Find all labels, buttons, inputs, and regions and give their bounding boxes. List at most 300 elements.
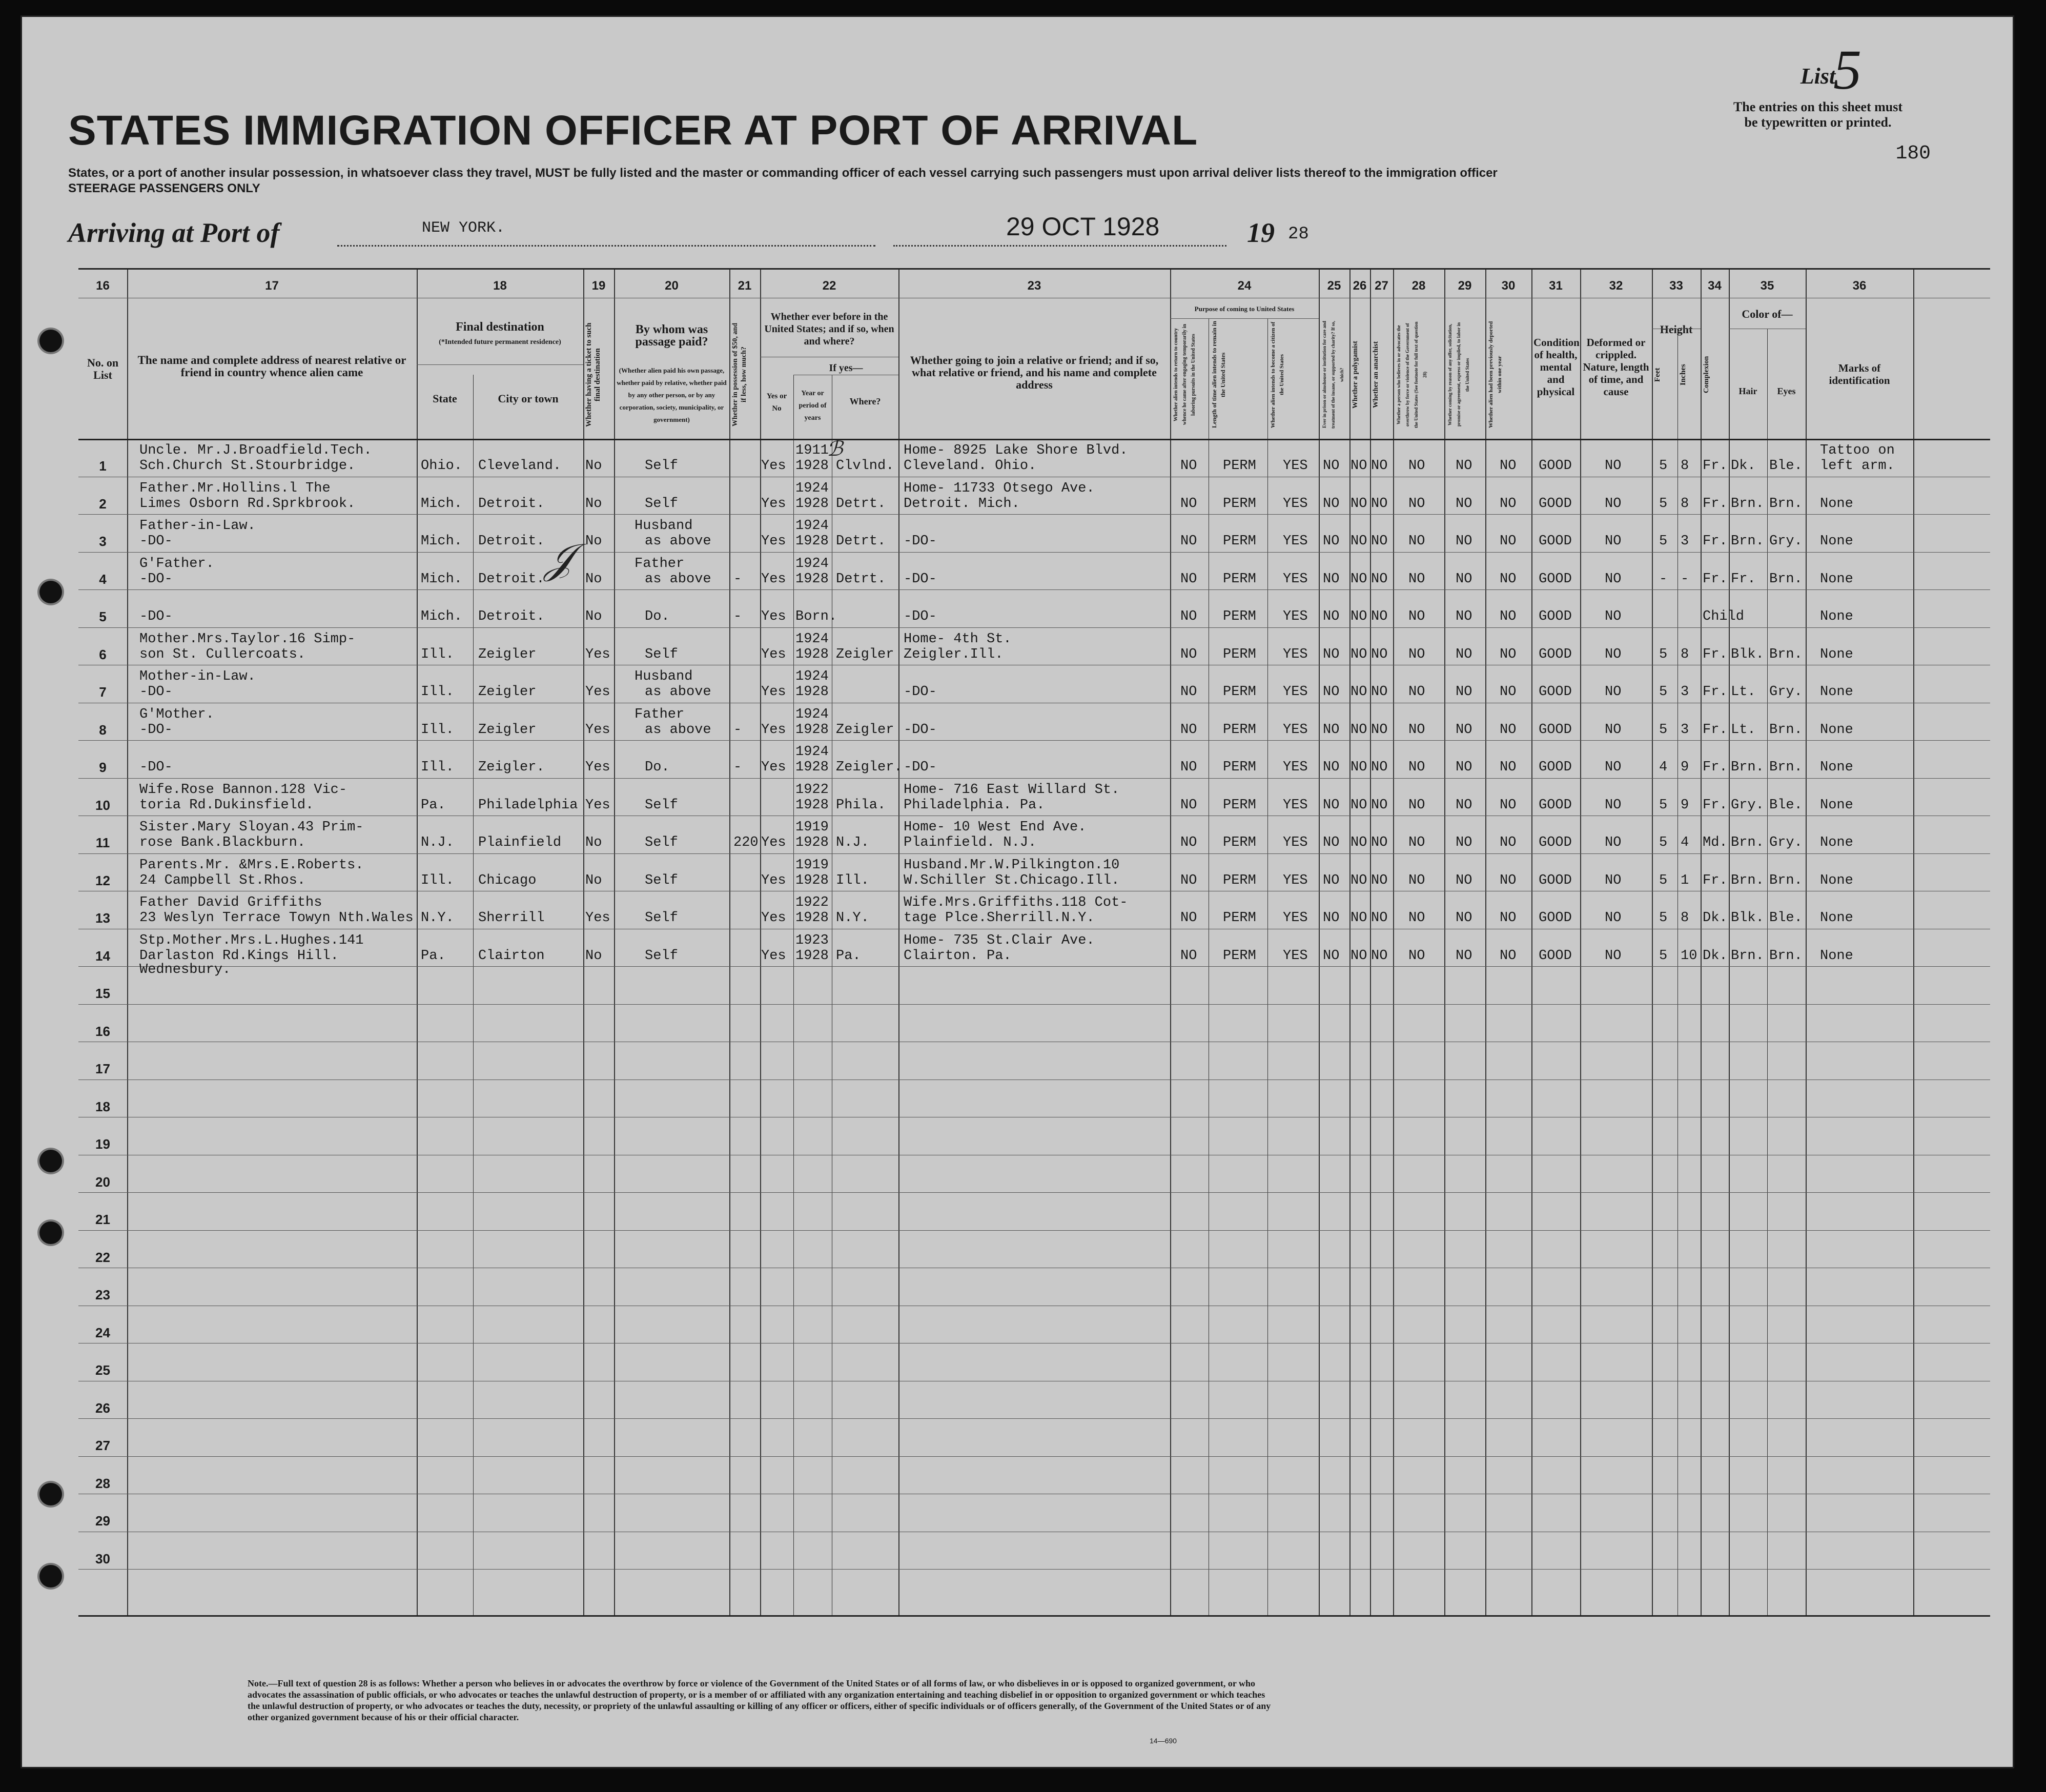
- row-number: 3: [99, 534, 107, 549]
- table-cell: NO: [1605, 496, 1622, 512]
- row-rule: [78, 966, 1990, 967]
- table-cell: PERM: [1223, 684, 1256, 700]
- table-cell: 5: [1659, 948, 1668, 964]
- table-cell: NO: [1456, 910, 1472, 926]
- table-cell: Clvlnd.: [836, 458, 894, 474]
- table-cell: Yes: [585, 684, 610, 700]
- table-cell: NO: [1323, 646, 1340, 662]
- table-cell: Father-in-Law.: [139, 518, 256, 534]
- table-cell: Pa.: [421, 948, 446, 964]
- column-header: Where?: [849, 396, 881, 406]
- table-cell: 23 Weslyn Terrace Towyn Nth.Wales: [139, 910, 414, 926]
- table-cell: 3: [1681, 722, 1689, 738]
- list-number: 5: [1833, 38, 1861, 101]
- table-cell: Yes: [761, 722, 786, 738]
- table-cell: Philadelphia: [478, 797, 578, 813]
- table-cell: Ble.: [1769, 797, 1803, 813]
- column-divider: [1319, 270, 1320, 1615]
- table-cell: None: [1820, 872, 1853, 888]
- manifest-sheet: [21, 15, 2014, 1768]
- column-divider: [1531, 270, 1532, 1615]
- column-divider: [1701, 270, 1702, 1615]
- table-cell: NO: [1456, 609, 1472, 624]
- table-cell: Home- 716 East Willard St.: [904, 782, 1120, 798]
- table-cell: None: [1820, 609, 1853, 624]
- table-cell: NO: [1408, 646, 1425, 662]
- table-cell: N.Y.: [836, 910, 869, 926]
- table-cell: NO: [1500, 835, 1517, 850]
- column-divider: [614, 270, 615, 1615]
- table-cell: Philadelphia. Pa.: [904, 797, 1045, 813]
- table-cell: GOOD: [1539, 571, 1572, 587]
- table-cell: NO: [1456, 571, 1472, 587]
- table-cell: NO: [1351, 684, 1367, 700]
- table-cell: NO: [1605, 684, 1622, 700]
- table-cell: Fr.: [1703, 534, 1728, 549]
- row-number: 5: [99, 609, 107, 624]
- column-header: Final destination: [456, 320, 544, 334]
- table-cell: NO: [1500, 722, 1517, 738]
- table-cell: Mich.: [421, 534, 463, 549]
- table-cell: NO: [1500, 571, 1517, 587]
- table-cell: NO: [1371, 910, 1388, 926]
- row-number: 27: [95, 1438, 110, 1453]
- footnote: Note.—Full text of question 28 is as follows: Whether a person who believes in or advocates the overthrow by force or violence of the Government of the United States or of all forms of law, or who disbelieves in or is opposed to organized government, or who advocates the assassination of public officials, or who advocates or teaches the unlawful destruction of property, or is a member of or affiliated with any organization entertaining and teaching disbelief in or opposition to organized government or which teaches the unlawful destruction of property, or who advocates or teaches the duty, necessity, or propriety of the unlawful assaulting or killing of any officer or officers, either of specific individuals or of officers generally, of the Government of the United States or of any other organized government because of his or their official character.: [248, 1678, 1271, 1722]
- table-cell: Wife.Mrs.Griffiths.118 Cot-: [904, 895, 1128, 910]
- table-cell: Clairton: [478, 948, 545, 964]
- column-header: Purpose of coming to United States: [1194, 305, 1295, 313]
- column-header: Marks of identification: [1829, 362, 1890, 386]
- table-cell: Yes: [761, 609, 786, 624]
- table-cell: -DO-: [904, 684, 937, 700]
- table-cell: NO: [1180, 609, 1197, 624]
- table-cell: 9: [1681, 797, 1689, 813]
- table-cell: PERM: [1223, 872, 1256, 888]
- table-cell: PERM: [1223, 835, 1256, 850]
- table-cell: 9: [1681, 760, 1689, 775]
- column-subdivider: [473, 375, 474, 1615]
- table-cell: 1928: [795, 910, 829, 926]
- table-cell: Lt.: [1731, 684, 1756, 700]
- column-subdivider: [1267, 318, 1268, 1615]
- table-cell: Father.Mr.Hollins.l The: [139, 480, 331, 496]
- table-cell: NO: [1605, 835, 1622, 850]
- table-cell: NO: [1371, 722, 1388, 738]
- table-cell: YES: [1283, 872, 1308, 888]
- row-rule: [78, 1004, 1990, 1005]
- table-cell: NO: [1351, 571, 1367, 587]
- table-cell: NO: [1605, 948, 1622, 964]
- table-cell: GOOD: [1539, 534, 1572, 549]
- row-number: 8: [99, 722, 107, 738]
- table-cell: -DO-: [139, 571, 173, 587]
- page-number: 180: [1895, 142, 1931, 165]
- row-number: 30: [95, 1551, 110, 1566]
- table-cell: No: [585, 948, 602, 964]
- column-divider: [898, 270, 899, 1615]
- table-cell: Husband: [635, 669, 693, 684]
- table-cell: Fr.: [1703, 722, 1728, 738]
- table-cell: NO: [1408, 571, 1425, 587]
- table-cell: Self: [645, 872, 678, 888]
- table-cell: NO: [1323, 609, 1340, 624]
- column-header-vertical: Whether in possession of $50, and if less, how much?: [731, 323, 748, 427]
- binding-hole: [39, 330, 62, 352]
- binding-hole: [39, 1483, 62, 1505]
- table-cell: 8: [1681, 910, 1689, 926]
- column-number: 35: [1760, 279, 1774, 293]
- table-cell: Uncle. Mr.J.Broadfield.Tech.: [139, 443, 372, 458]
- table-cell: NO: [1351, 646, 1367, 662]
- table-cell: Ill.: [421, 760, 454, 775]
- table-cell: NO: [1408, 797, 1425, 813]
- table-cell: Brn.: [1769, 496, 1803, 512]
- table-cell: YES: [1283, 646, 1308, 662]
- row-number: 15: [95, 986, 110, 1001]
- column-header: Deformed or crippled. Nature, length of time, and cause: [1583, 336, 1649, 398]
- table-cell: No: [585, 534, 602, 549]
- table-cell: Sherrill: [478, 910, 545, 926]
- table-cell: Mother.Mrs.Taylor.16 Simp-: [139, 631, 356, 647]
- table-cell: NO: [1408, 458, 1425, 474]
- table-cell: Brn.: [1769, 646, 1803, 662]
- table-cell: N.J.: [421, 835, 454, 850]
- row-number: 14: [95, 948, 110, 964]
- table-cell: 1922: [795, 895, 829, 910]
- table-cell: -DO-: [904, 571, 937, 587]
- table-cell: Home- 8925 Lake Shore Blvd.: [904, 443, 1128, 458]
- table-cell: YES: [1283, 458, 1308, 474]
- table-cell: 1919: [795, 857, 829, 873]
- row-rule: [78, 552, 1990, 553]
- row-number: 9: [99, 760, 107, 775]
- table-cell: None: [1820, 948, 1853, 964]
- table-cell: None: [1820, 534, 1853, 549]
- table-cell: as above: [645, 571, 711, 587]
- table-cell: PERM: [1223, 609, 1256, 624]
- table-cell: NO: [1180, 872, 1197, 888]
- table-cell: 1924: [795, 669, 829, 684]
- table-cell: 1: [1681, 872, 1689, 888]
- column-header-vertical: Whether coming by reason of any offer, solicitation, promise or agreement, express or implied, to labor in the United States: [1447, 322, 1470, 427]
- table-cell: Brn.: [1731, 496, 1764, 512]
- table-cell: GOOD: [1539, 910, 1572, 926]
- row-number: 16: [95, 1023, 110, 1039]
- column-header-vertical: Inches: [1679, 364, 1687, 385]
- row-number: 1: [99, 458, 107, 474]
- row-number: 7: [99, 684, 107, 700]
- table-cell: Limes Osborn Rd.Sprkbrook.: [139, 496, 356, 512]
- column-header: If yes—: [829, 362, 863, 374]
- header-subrule: [1170, 318, 1319, 319]
- table-cell: NO: [1500, 684, 1517, 700]
- table-cell: GOOD: [1539, 609, 1572, 624]
- table-cell: Yes: [761, 496, 786, 512]
- row-number: 24: [95, 1325, 110, 1340]
- arriving-label: Arriving at Port of: [68, 217, 280, 248]
- column-header: Height: [1660, 323, 1693, 336]
- table-cell: Zeigler: [478, 684, 537, 700]
- row-rule: [78, 627, 1990, 628]
- table-cell: Blk.: [1731, 646, 1764, 662]
- table-cell: GOOD: [1539, 722, 1572, 738]
- table-cell: 1922: [795, 782, 829, 798]
- table-cell: 1928: [795, 534, 829, 549]
- table-cell: NO: [1500, 872, 1517, 888]
- table-cell: Stp.Mother.Mrs.L.Hughes.141: [139, 932, 364, 948]
- column-divider: [729, 270, 730, 1615]
- column-number: 18: [493, 279, 507, 293]
- table-cell: PERM: [1223, 760, 1256, 775]
- table-cell: NO: [1180, 910, 1197, 926]
- table-cell: Mich.: [421, 609, 463, 624]
- row-number: 22: [95, 1249, 110, 1265]
- table-cell: 5: [1659, 835, 1668, 850]
- table-cell: 1928: [795, 872, 829, 888]
- table-cell: 8: [1681, 458, 1689, 474]
- column-number: 33: [1669, 279, 1683, 293]
- table-cell: NO: [1500, 609, 1517, 624]
- table-cell: 1924: [795, 518, 829, 534]
- table-cell: Fr.: [1703, 458, 1728, 474]
- table-cell: -DO-: [904, 609, 937, 624]
- table-cell: NO: [1408, 534, 1425, 549]
- list-note: [1685, 99, 1951, 130]
- table-cell: son St. Cullercoats.: [139, 646, 306, 662]
- table-cell: Brn.: [1731, 948, 1764, 964]
- table-cell: Self: [645, 646, 678, 662]
- table-cell: NO: [1323, 835, 1340, 850]
- table-cell: Fr.: [1703, 684, 1728, 700]
- table-cell: NO: [1605, 797, 1622, 813]
- table-cell: NO: [1605, 722, 1622, 738]
- column-header-vertical: Whether alien intends to become a citizen of the United States: [1270, 321, 1285, 428]
- column-number: 36: [1852, 279, 1867, 293]
- column-number: 27: [1375, 279, 1388, 293]
- table-cell: NO: [1500, 760, 1517, 775]
- table-cell: NO: [1408, 948, 1425, 964]
- row-number: 13: [95, 910, 110, 926]
- table-cell: Plainfield: [478, 835, 562, 850]
- table-cell: None: [1820, 910, 1853, 926]
- table-cell: Yes: [761, 534, 786, 549]
- table-cell: Child: [1703, 609, 1745, 624]
- table-cell: Zeigler: [478, 722, 537, 738]
- table-cell: YES: [1283, 496, 1308, 512]
- table-cell: NO: [1351, 835, 1367, 850]
- table-cell: NO: [1456, 872, 1472, 888]
- table-cell: NO: [1180, 835, 1197, 850]
- table-cell: Blk.: [1731, 910, 1764, 926]
- table-cell: GOOD: [1539, 835, 1572, 850]
- table-cell: 1928: [795, 496, 829, 512]
- table-cell: NO: [1500, 458, 1517, 474]
- table-cell: NO: [1500, 910, 1517, 926]
- table-cell: NO: [1180, 458, 1197, 474]
- table-cell: NO: [1456, 496, 1472, 512]
- row-number: 19: [95, 1136, 110, 1152]
- table-cell: NO: [1408, 835, 1425, 850]
- table-cell: Zeigler.Ill.: [904, 646, 1004, 662]
- table-cell: Wife.Rose Bannon.128 Vic-: [139, 782, 347, 798]
- table-cell: 1928: [795, 684, 829, 700]
- column-divider: [1485, 270, 1486, 1615]
- table-cell: Yes: [585, 722, 610, 738]
- table-cell: NO: [1323, 872, 1340, 888]
- table-cell: None: [1820, 722, 1853, 738]
- table-cell: Clairton. Pa.: [904, 948, 1012, 964]
- column-header-vertical: Whether having a ticket to such final destination: [585, 322, 602, 427]
- table-cell: NO: [1456, 797, 1472, 813]
- table-cell: NO: [1323, 948, 1340, 964]
- table-cell: Yes: [585, 797, 610, 813]
- table-cell: No: [585, 458, 602, 474]
- column-header: City or town: [498, 392, 559, 405]
- table-cell: Brn.: [1769, 722, 1803, 738]
- table-cell: Self: [645, 948, 678, 964]
- column-header: Whether ever before in the United States; and if so, when and where?: [764, 311, 894, 347]
- row-rule: [78, 1569, 1990, 1570]
- table-cell: -DO-: [139, 722, 173, 738]
- table-cell: N.J.: [836, 835, 869, 850]
- table-cell: 1928: [795, 797, 829, 813]
- table-cell: YES: [1283, 609, 1308, 624]
- table-cell: NO: [1371, 646, 1388, 662]
- table-cell: No: [585, 835, 602, 850]
- table-cell: NO: [1456, 646, 1472, 662]
- table-cell: NO: [1605, 609, 1622, 624]
- row-rule: [78, 1418, 1990, 1419]
- row-number: 4: [99, 571, 107, 587]
- table-cell: Yes: [761, 571, 786, 587]
- table-cell: Ill.: [421, 684, 454, 700]
- table-cell: NO: [1180, 797, 1197, 813]
- table-cell: NO: [1351, 722, 1367, 738]
- table-cell: Do.: [645, 609, 670, 624]
- table-cell: NO: [1605, 910, 1622, 926]
- table-cell: NO: [1408, 760, 1425, 775]
- table-cell: Zeigler: [836, 722, 894, 738]
- column-header-vertical: Whether alien intends to return to country whence he came after engaging temporarily in laboring pursuits in the United States: [1173, 324, 1196, 425]
- table-cell: Detrt.: [836, 496, 886, 512]
- table-cell: NO: [1371, 609, 1388, 624]
- table-cell: G'Mother.: [139, 706, 214, 722]
- table-cell: PERM: [1223, 948, 1256, 964]
- binding-hole: [39, 1221, 62, 1244]
- column-divider: [1652, 270, 1653, 1615]
- row-number: 26: [95, 1400, 110, 1416]
- table-cell: -: [1659, 571, 1668, 587]
- column-header: Whether going to join a relative or friend; and if so, what relative or friend, and his name and complete address: [910, 354, 1159, 391]
- table-cell: 1924: [795, 744, 829, 760]
- table-cell: 5: [1659, 910, 1668, 926]
- binding-hole: [39, 1150, 62, 1172]
- table-cell: NO: [1371, 496, 1388, 512]
- table-cell: YES: [1283, 760, 1308, 775]
- column-header: Condition of health, mental and physical: [1533, 336, 1580, 398]
- table-cell: 1924: [795, 631, 829, 647]
- table-cell: Gry.: [1769, 835, 1803, 850]
- table-cell: YES: [1283, 684, 1308, 700]
- header-bottom-rule: [78, 439, 1990, 440]
- table-cell: NO: [1180, 646, 1197, 662]
- table-cell: Brn.: [1731, 534, 1764, 549]
- table-cell: Fr.: [1703, 571, 1728, 587]
- table-cell: Detroit. Mich.: [904, 496, 1020, 512]
- table-cell: NO: [1408, 684, 1425, 700]
- column-divider: [127, 270, 128, 1615]
- table-cell: GOOD: [1539, 760, 1572, 775]
- table-cell: YES: [1283, 797, 1308, 813]
- column-divider: [1170, 270, 1171, 1615]
- column-number: 23: [1027, 279, 1041, 293]
- table-cell: as above: [645, 534, 711, 549]
- row-number: 11: [95, 835, 110, 850]
- table-cell: Self: [645, 458, 678, 474]
- table-cell: NO: [1371, 760, 1388, 775]
- column-number: 21: [738, 279, 752, 293]
- table-cell: Home- 735 St.Clair Ave.: [904, 932, 1095, 948]
- table-cell: -DO-: [139, 609, 173, 624]
- column-header: Eyes: [1777, 386, 1796, 396]
- column-number: 16: [96, 279, 110, 293]
- table-cell: NO: [1351, 797, 1367, 813]
- table-cell: Detroit.: [478, 496, 545, 512]
- table-cell: NO: [1371, 872, 1388, 888]
- table-cell: Husband: [635, 518, 693, 534]
- table-cell: 10: [1681, 948, 1697, 964]
- table-cell: 5: [1659, 797, 1668, 813]
- table-cell: -DO-: [904, 722, 937, 738]
- table-cell: NO: [1323, 722, 1340, 738]
- table-cell: None: [1820, 684, 1853, 700]
- table-cell: NO: [1500, 797, 1517, 813]
- table-cell: None: [1820, 646, 1853, 662]
- table-cell: -: [733, 609, 742, 624]
- port-value: NEW YORK.: [422, 219, 505, 237]
- table-cell: NO: [1500, 646, 1517, 662]
- table-cell: Father: [635, 706, 685, 722]
- table-cell: Detroit.: [478, 609, 545, 624]
- column-header-vertical: Ever in prison or almshouse or institution for care and treatment of the insane, or supported by charity? If so, which?: [1322, 321, 1344, 429]
- row-number: 18: [95, 1098, 110, 1114]
- table-cell: Brn.: [1731, 760, 1764, 775]
- table-cell: Fr.: [1703, 872, 1728, 888]
- column-header-vertical: Whether an anarchist: [1372, 341, 1380, 409]
- table-cell: Home- 10 West End Ave.: [904, 820, 1087, 835]
- table-cell: YES: [1283, 835, 1308, 850]
- notice-text: [68, 166, 1657, 196]
- table-cell: as above: [645, 722, 711, 738]
- table-cell: Ill.: [421, 722, 454, 738]
- table-cell: Gry.: [1731, 797, 1764, 813]
- table-cell: Self: [645, 797, 678, 813]
- row-number: 2: [99, 496, 107, 512]
- table-cell: GOOD: [1539, 496, 1572, 512]
- table-cell: Yes: [585, 910, 610, 926]
- table-cell: NO: [1180, 760, 1197, 775]
- table-cell: None: [1820, 835, 1853, 850]
- table-cell: -DO-: [139, 684, 173, 700]
- column-divider: [1393, 270, 1394, 1615]
- table-cell: YES: [1283, 571, 1308, 587]
- table-cell: NO: [1408, 722, 1425, 738]
- table-cell: NO: [1371, 948, 1388, 964]
- table-cell: NO: [1351, 496, 1367, 512]
- table-cell: -: [733, 722, 742, 738]
- form-code: 14—690: [1150, 1737, 1177, 1745]
- table-cell: Plainfield. N.J.: [904, 835, 1037, 850]
